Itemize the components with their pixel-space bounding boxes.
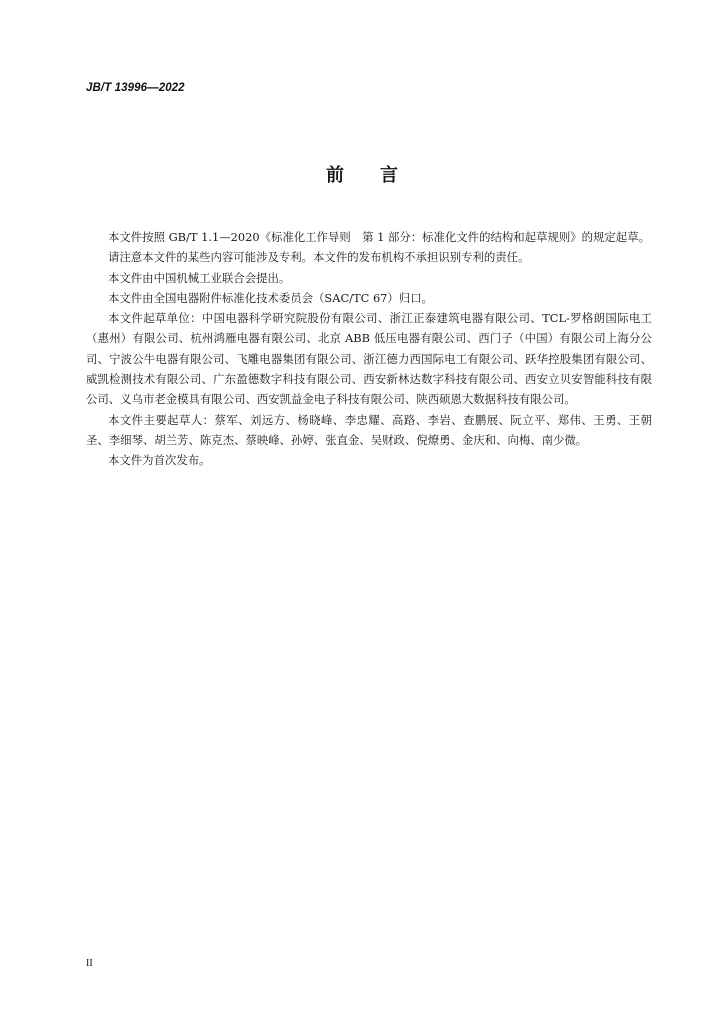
paragraph-proposer: 本文件由中国机械工业联合会提出。 [108,270,291,285]
paragraph-drafters: 本文件主要起草人：蔡军、刘远方、杨晓峰、李忠耀、高路、李岩、查鹏展、阮立平、郑伟、王勇、王朝圣、李细琴、胡兰芳、陈克杰、蔡映峰、孙婷、张直金、吴财政、倪燎勇、金庆和、向梅、南少微。 [86,412,652,447]
title-char-1: 前 [326,165,344,186]
paragraph-drafting-rules: 本文件按照 GB/T 1.1—2020《标准化工作导则 第 1 部分：标准化文件的结构和起草规则》的规定起草。 [108,230,650,244]
title-char-2: 言 [380,165,398,186]
standard-code: JB/T 13996—2022 [86,82,185,94]
paragraph-drafting-units: 本文件起草单位：中国电器科学研究院股份有限公司、浙江正泰建筑电器有限公司、TCL-罗格朗国际电工（惠州）有限公司、杭州鸿雁电器有限公司、北京 ABB 低压电器有限公司、西门子（中国）有限公司上海分公司、宁波公牛电器有限公司、飞雕电器集团有限公司、浙江德力西国际电工有限公司、跃华控股集团有限公司、威凯检测技术有限公司、广东盈德数字科技有限公司、西安新林达数字科技有限公司、西安立贝安智能科技有限公司、义乌市老金模具有限公司、西安凯益金电子科技有限公司、陕西硕恩大数据科技有限公司。 [86,311,652,407]
page-title [0,161,724,187]
paragraph-patent-notice: 请注意本文件的某些内容可能涉及专利。本文件的发布机构不承担识别专利的责任。 [108,250,530,265]
foreword-body [86,227,652,471]
paragraph-first-release: 本文件为首次发布。 [108,453,211,468]
page-number: II [86,958,93,969]
paragraph-committee: 本文件由全国电器附件标准化技术委员会（SAC/TC 67）归口。 [108,290,433,305]
